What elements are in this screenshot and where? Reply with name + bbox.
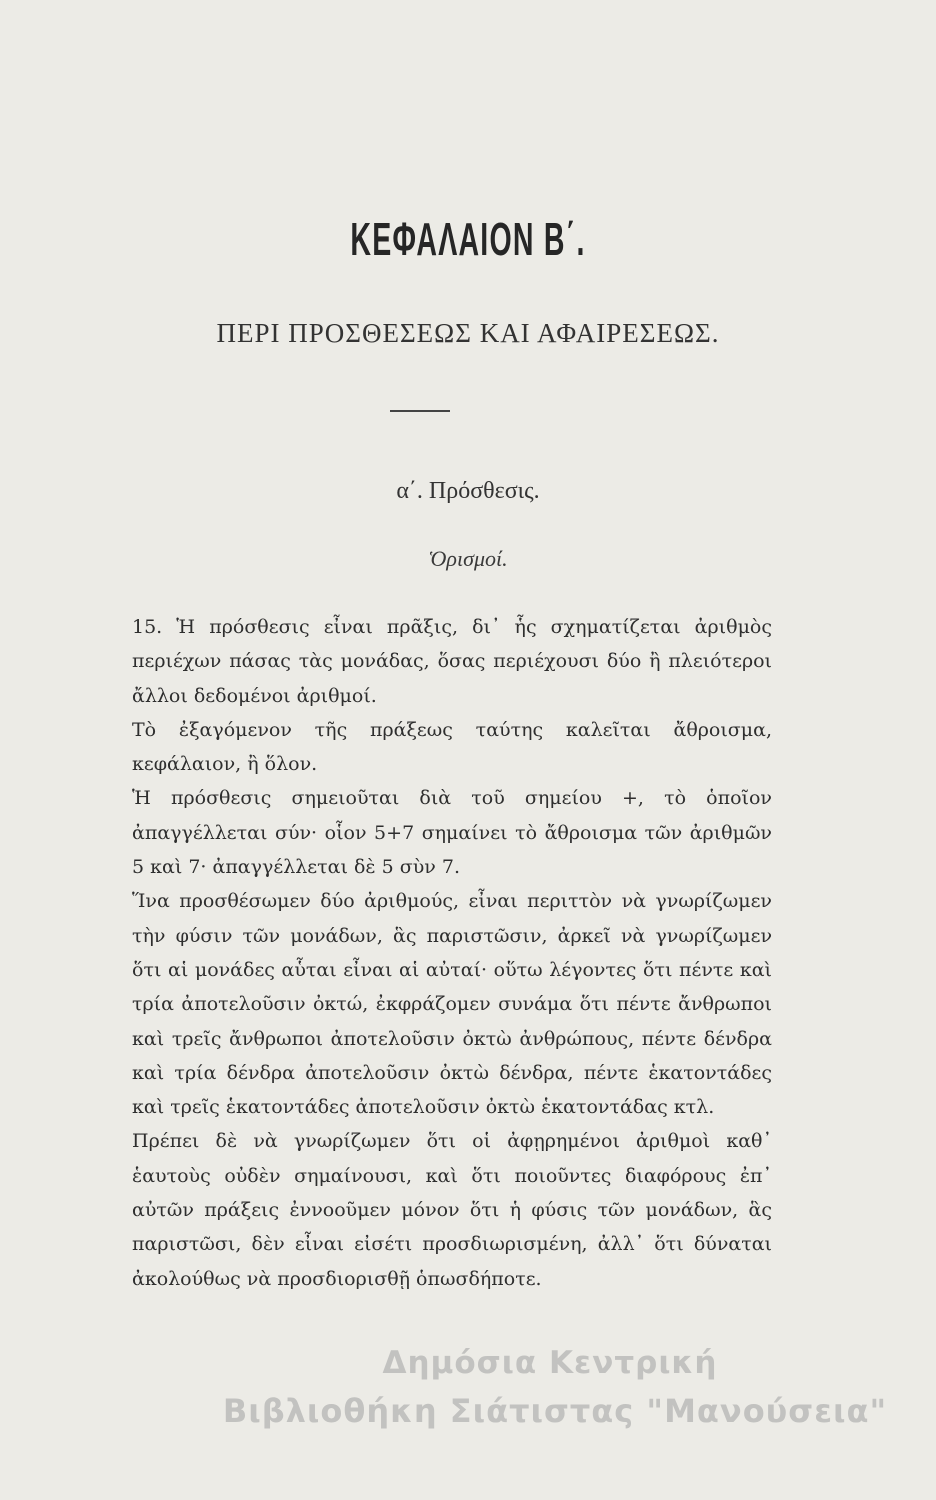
paragraph-abstract-numbers: Πρέπει δὲ νὰ γνωρίζωμεν ὅτι οἱ ἀφῃρημένοι ἀριθμοὶ καθ᾽ ἑαυτοὺς οὐδὲν σημαίνουσι, καὶ ὅτι ποιοῦντες διαφόρους ἐπ᾽ αὐτῶν πράξεις ἐννοοῦμεν μόνον ὅτι ἡ φύσις τῶν μονάδων, ἃς παριστῶσι, δὲν εἶναι εἰσέτι προσδιωρισμένη, ἀλλ᾽ ὅτι δύναται ἀκολούθως νὰ προσδιορισθῇ ὁπωσδήποτε. xyxy=(132,1130,772,1290)
chapter-title: ΚΕΦΑΛΑΙΟΝ Β΄. xyxy=(350,213,586,265)
section-heading: α΄. Πρόσθεσις. xyxy=(396,478,540,504)
watermark-line-1: Δημόσια Κεντρική xyxy=(382,1345,718,1381)
paragraph-notation: Ἡ πρόσθεσις σημειοῦται διὰ τοῦ σημείου +, τὸ ὁποῖον ἀπαγγέλλεται σύν· οἷον 5+7 σημαίνει τὸ ἄθροισμα τῶν ἀριθμῶν 5 καὶ 7· ἀπαγγέλλεται δὲ 5 σὺν 7. xyxy=(132,787,772,879)
paragraph-definition: 15. Ἡ πρόσθεσις εἶναι πρᾶξις, δι᾽ ἧς σχηματίζεται ἀριθμὸς περιέχων πάσας τὰς μονάδας, ὅσας περιέχουσι δύο ἢ πλειότεροι ἄλλοι δεδομένοι ἀριθμοί. xyxy=(132,616,772,707)
body-text xyxy=(132,610,772,1296)
paragraph-units: Ἵνα προσθέσωμεν δύο ἀριθμούς, εἶναι περιττὸν νὰ γνωρίζωμεν τὴν φύσιν τῶν μονάδων, ἃς παριστῶσιν, ἀρκεῖ νὰ γνωρίζωμεν ὅτι αἱ μονάδες αὗται εἶναι αἱ αὐταί· οὕτω λέγοντες ὅτι πέντε καὶ τρία ἀποτελοῦσιν ὀκτώ, ἐκφράζομεν συνάμα ὅτι πέντε ἄνθρωποι καὶ τρεῖς ἄνθρωποι ἀποτελοῦσιν ὀκτὼ ἀνθρώπους, πέντε δένδρα καὶ τρία δένδρα ἀποτελοῦσιν ὀκτὼ δένδρα, πέντε ἑκατοντάδες καὶ τρεῖς ἑκατοντάδες ἀποτελοῦσιν ὀκτὼ ἑκατοντάδας κτλ. xyxy=(132,890,772,1119)
chapter-subtitle: ΠΕΡΙ ΠΡΟΣΘΕΣΕΩΣ ΚΑΙ ΑΦΑΙΡΕΣΕΩΣ. xyxy=(216,318,720,348)
paragraph-result-name: Τὸ ἐξαγόμενον τῆς πράξεως ταύτης καλεῖται ἄθροισμα, κεφάλαιον, ἢ ὅλον. xyxy=(132,718,772,776)
divider-rule xyxy=(390,410,450,412)
watermark-line-2: Βιβλιοθήκη Σιάτιστας "Μανούσεια" xyxy=(222,1392,888,1430)
section-subheading: Ὁρισμοί. xyxy=(428,546,508,571)
